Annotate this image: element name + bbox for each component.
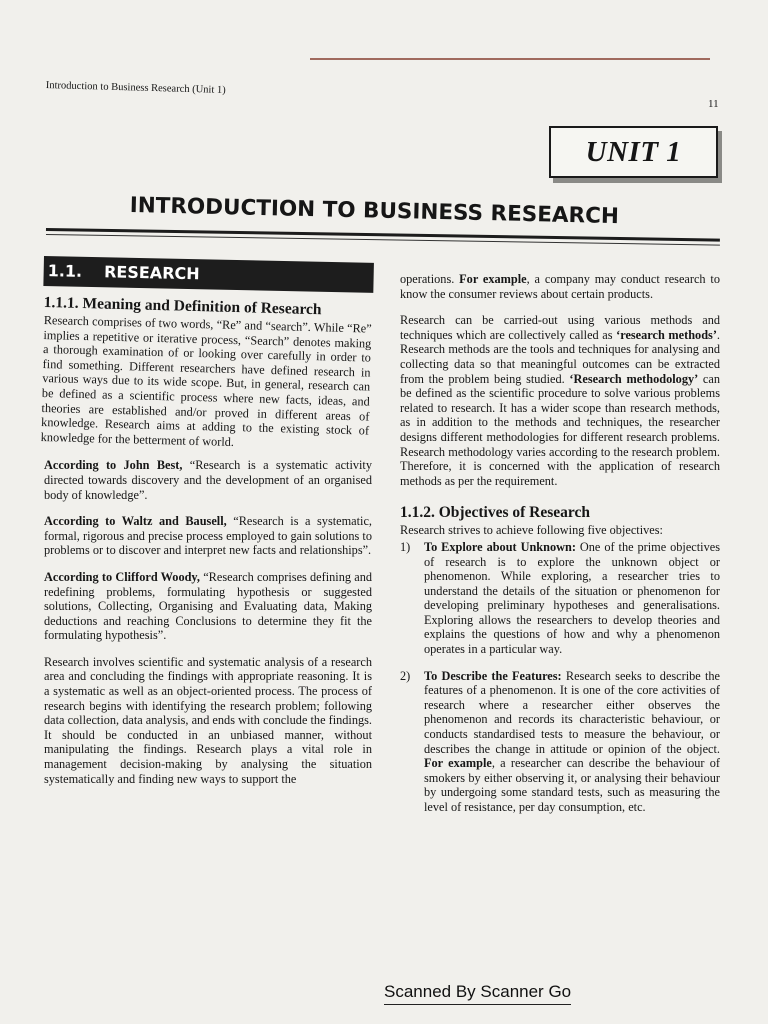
objectives-intro: Research strives to achieve following five objectives: (400, 523, 663, 538)
text-bold: For example (424, 756, 492, 771)
right-column (400, 272, 720, 827)
chapter-title: INTRODUCTION TO BUSINESS RESEARCH (129, 193, 620, 230)
text-bold: ‘research methods’ (616, 327, 717, 342)
objective-text: , a researcher can describe the behaviour of smokers by either observing it, or analysing their behaviour by undergoing some standard tests, such as measuring the level of resistance, per day consumption, etc. (424, 756, 720, 814)
objective-text: One of the prime objectives of research is to explore the unknown object or phenomenon. While exploring, a researcher tries to understand the details of the situation or phenomenon for developing preliminary hypotheses and generalisations. Exploring allows the researchers to develop theories and explains the questions of how and why a phenomenon operates in a particular way. (424, 539, 720, 657)
objective-title: To Explore about Unknown: (424, 539, 576, 554)
paragraph-meaning: Research comprises of two words, “Re” and “search”. While “Re” implies a repetitive or iterative process, “Search” denotes making a thorough examination of or looking over carefully in order to find something. Different researchers have defined research in various ways due to its wide scope. But, in general, research can be defined as a scientific process where new facts, ideas, and theories are established and/or proved in different areas of knowledge. Research aims at adding to the existing stock of knowledge for the betterment of world. (40, 313, 372, 449)
text-run: Research can be carried-out using various methods and techniques which are collectively called as (400, 313, 720, 342)
section-number: 1.1. (47, 261, 83, 281)
list-item (400, 540, 720, 657)
quote-author: According to Waltz and Bausell, (44, 514, 227, 529)
quote-text: “Research is a systematic, formal, rigorous and precise process employed to gain solutions to problems or to discover and interpret new facts and relationships”. (44, 514, 372, 558)
quote-text: “Research comprises defining and redefining problems, formulating hypothesis or suggested solutions, Collecting, Organising and Evaluating data, Making deductions and reaching Conclusions to determine they fit the formulating hypothesis”. (44, 569, 372, 643)
left-column (40, 294, 372, 798)
quote-author: According to John Best, (44, 458, 183, 473)
quote-author: According to Clifford Woody, (44, 569, 200, 584)
quote-clifford-woody (44, 570, 372, 643)
subheading-meaning: 1.1.1. Meaning and Definition of Research (43, 294, 322, 319)
objective-title: To Describe the Features: (424, 668, 562, 683)
unit-label: UNIT 1 (585, 136, 682, 168)
quote-text: “Research is a systematic activity directed towards discovery and the development of an organised body of knowledge”. (44, 458, 372, 502)
text-run: operations. (400, 272, 460, 286)
quote-waltz-bausell (44, 514, 372, 558)
subheading-objectives: 1.1.2. Objectives of Research (400, 504, 590, 522)
paragraph-operations (400, 272, 720, 301)
list-number: 1) (400, 539, 411, 554)
scanner-footer: Scanned By Scanner Go (384, 982, 571, 1005)
text-run: . Research methods are the tools and techniques for analysing and collecting data so that meaningful outcomes can be extracted from the problem being studied. (400, 327, 720, 386)
running-header: Introduction to Business Research (Unit 1) (45, 80, 226, 97)
paragraph-research-analysis: Research involves scientific and systematic analysis of a research area and concluding the findings with appropriate reasoning. It is a systematic as well as an object-oriented process. The process of research begins with identifying the research problem; following data collection, data analysis, and ends with conclude the findings. It should be conducted in an unbiased manner, without manipulating the findings. Research plays a vital role in management decision-making by analysing the situation systematically and finding new ways to support the (44, 654, 372, 786)
text-run: , a company may conduct research to know the consumer reviews about certain products. (400, 272, 720, 301)
section-title: RESEARCH (103, 262, 200, 284)
list-number: 2) (400, 668, 411, 683)
text-bold: ‘Research methodology’ (569, 371, 699, 386)
quote-john-best (44, 458, 372, 502)
objective-text: Research seeks to describe the features of a phenomenon. It is one of the core activities of research where a researcher either observes the phenomenon and records its characteristic behaviour, or conducts standardised tests to measure the behaviour, or describes the change in attitude or opinion of the object. (424, 668, 721, 756)
page-number: 11 (708, 98, 719, 110)
unit-label-box (549, 126, 718, 178)
paragraph-research-methods (400, 313, 720, 488)
text-bold: For example (459, 272, 527, 286)
text-run: can be defined as the scientific procedure to solve various problems related to research. It has a wider scope than research methods, as in addition to the methods and techniques, the researcher designs different methodologies for different research problems. Research methodology varies according to the research problem. Therefore, it is concerned with the application of research methods as per the requirement. (400, 371, 720, 488)
section-banner (43, 256, 374, 293)
objectives-list (400, 540, 720, 815)
list-item (400, 669, 720, 815)
scan-top-line (310, 58, 710, 60)
